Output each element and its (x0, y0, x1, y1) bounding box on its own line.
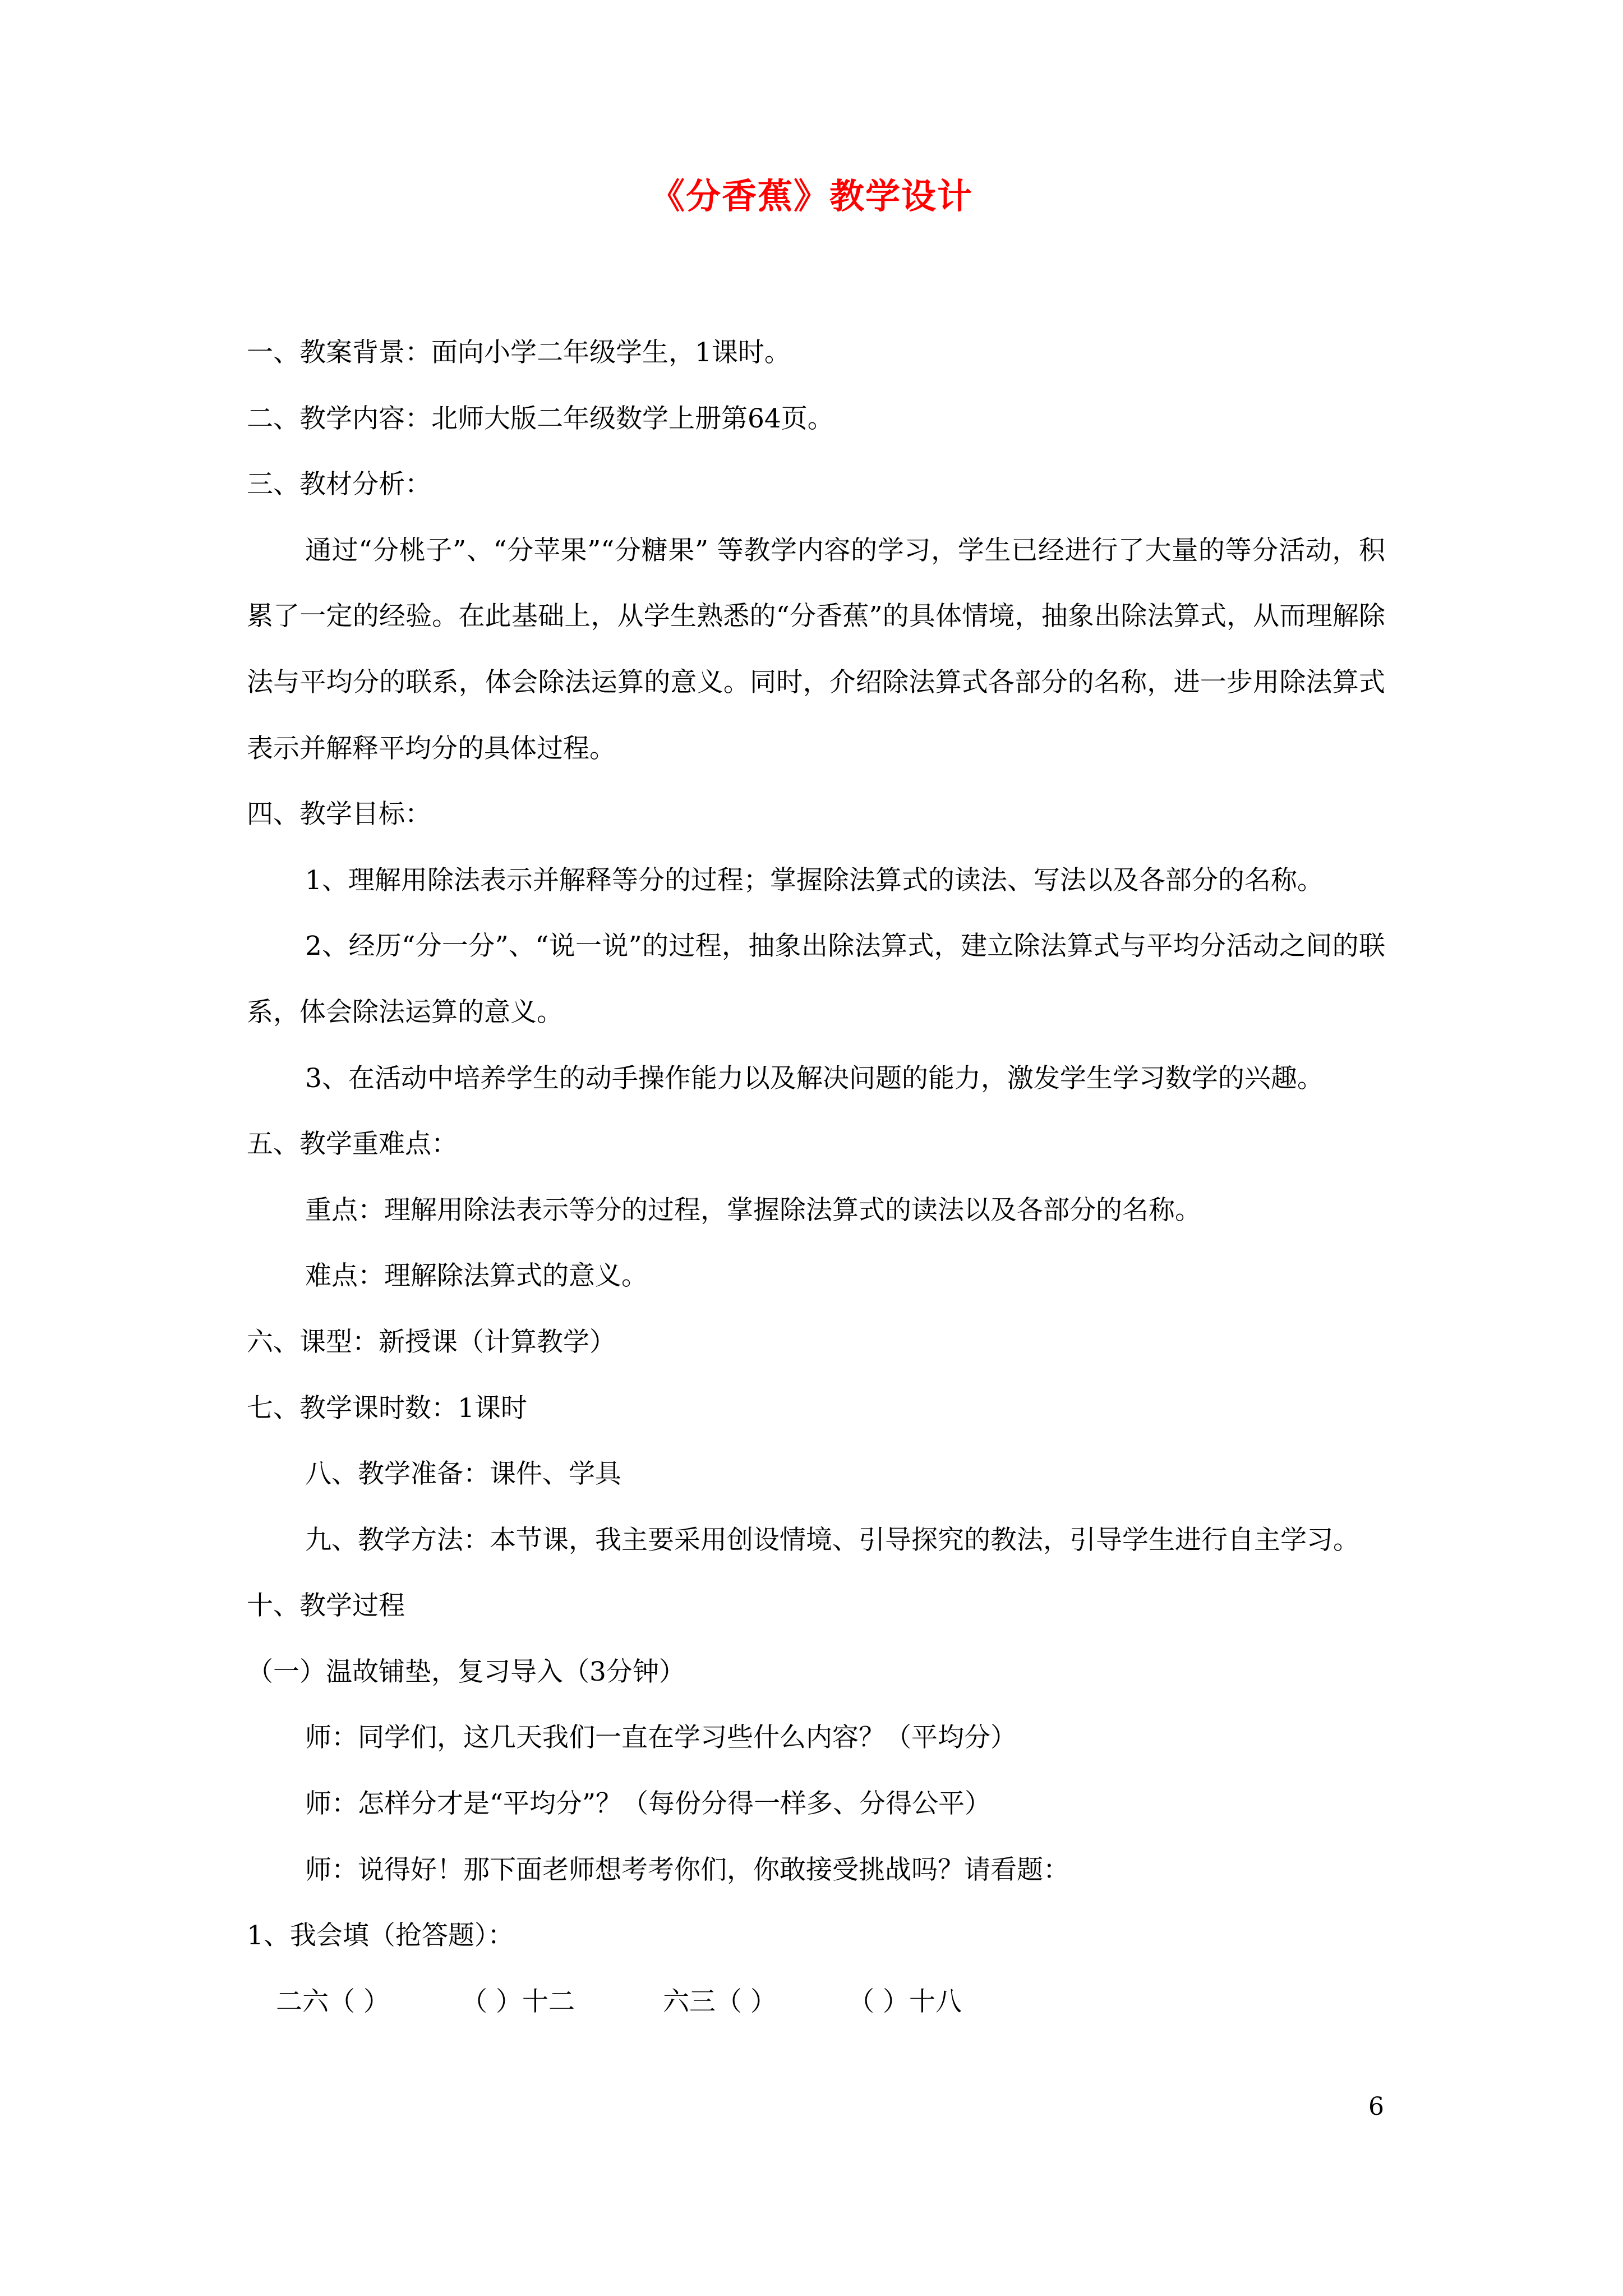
exercise-item-2: （ ）十二 (461, 1986, 575, 2017)
section-content: 二、教学内容：北师大版二年级数学上册第64页。 (247, 403, 834, 434)
section-background: 一、教案背景：面向小学二年级学生，1课时。 (247, 337, 791, 368)
goal-item-3: 3、在活动中培养学生的动手操作能力以及解决问题的能力，激发学生学习数学的兴趣。 (305, 1062, 1324, 1094)
section-analysis-body: 通过“分桃子”、“分苹果”“分糖果” 等教学内容的学习，学生已经进行了大量的等分活动，积累了一定的经验。在此基础上，从学生熟悉的“分香蕉”的具体情境，抽象出除法算式，从而理解除法与平均分的联系，体会除法运算的意义。同时，介绍除法算式各部分的名称，进一步用除法算式表示并解释平均分的具体过程。 (247, 535, 1385, 764)
exercise-item-3: 六三（ ） (663, 1986, 777, 2017)
section-analysis-heading: 三、教材分析： (247, 469, 431, 500)
dialogue-line-1: 师：同学们，这几天我们一直在学习些什么内容？（平均分） (305, 1722, 1017, 1754)
page-number: 6 (1368, 2092, 1384, 2121)
goal-item-1: 1、理解用除法表示并解释等分的过程；掌握除法算式的读法、写法以及各部分的名称。 (305, 864, 1324, 896)
keypoint-focus: 重点：理解用除法表示等分的过程，掌握除法算式的读法以及各部分的名称。 (305, 1194, 1201, 1226)
section-method: 九、教学方法：本节课，我主要采用创设情境、引导探究的教法，引导学生进行自主学习。 (305, 1524, 1359, 1556)
dialogue-line-2: 师：怎样分才是“平均分”？（每份分得一样多、分得公平） (305, 1788, 992, 1820)
section-lesson-type: 六、课型：新授课（计算教学） (247, 1326, 616, 1358)
step-review-heading: （一）温故铺垫，复习导入（3分钟） (247, 1656, 685, 1687)
exercise-heading: 1、我会填（抢答题）： (247, 1920, 514, 1952)
goal-item-2: 2、经历“分一分”、“说一说”的过程，抽象出除法算式，建立除法算式与平均分活动之间的联系，体会除法运算的意义。 (247, 931, 1385, 1028)
section-goals-heading: 四、教学目标： (247, 799, 431, 830)
section-preparation: 八、教学准备：课件、学具 (305, 1458, 621, 1490)
exercise-row (247, 1969, 1385, 2035)
exercise-item-1: 二六（ ） (276, 1986, 390, 2017)
section-lesson-count: 七、教学课时数：1课时 (247, 1392, 527, 1424)
document-title: 《分香蕉》教学设计 (649, 176, 973, 217)
dialogue-line-3: 师：说得好！那下面老师想考考你们，你敢接受挑战吗？请看题： (305, 1854, 1069, 1885)
exercise-item-4: （ ）十八 (848, 1986, 962, 2017)
section-process-heading: 十、教学过程 (247, 1590, 405, 1622)
section-keypoints-heading: 五、教学重难点： (247, 1129, 458, 1160)
document-body (247, 320, 1385, 2035)
keypoint-difficulty: 难点：理解除法算式的意义。 (305, 1260, 648, 1292)
